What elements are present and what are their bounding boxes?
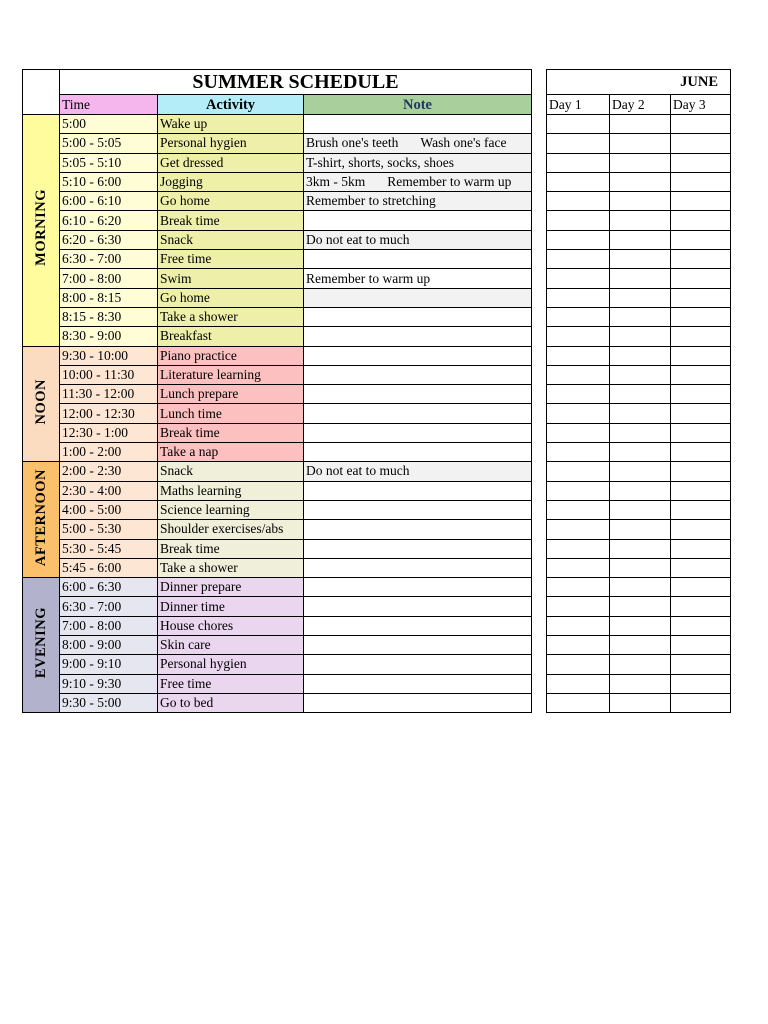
time-cell[interactable]: 2:30 - 4:00 xyxy=(60,481,158,500)
tracker-row xyxy=(547,655,731,674)
day-header-row xyxy=(547,95,731,115)
time-cell[interactable]: 1:00 - 2:00 xyxy=(60,443,158,462)
activity-cell[interactable]: Free time xyxy=(158,250,304,269)
activity-cell[interactable]: Take a nap xyxy=(158,443,304,462)
tracker-row xyxy=(547,539,731,558)
time-cell[interactable]: 9:00 - 9:10 xyxy=(60,655,158,674)
tracker-cell-day-3[interactable] xyxy=(671,636,731,655)
time-cell[interactable]: 6:00 - 6:10 xyxy=(60,192,158,211)
time-cell[interactable]: 8:15 - 8:30 xyxy=(60,307,158,326)
tracker-cell-day-3[interactable] xyxy=(671,365,731,384)
schedule-row xyxy=(23,443,532,462)
activity-header: Activity xyxy=(158,95,304,115)
tracker-cell-day-2[interactable] xyxy=(610,346,671,365)
tracker-row xyxy=(547,423,731,442)
tracker-cell-day-1[interactable] xyxy=(547,655,610,674)
activity-cell[interactable]: Free time xyxy=(158,674,304,693)
tracker-cell-day-1[interactable] xyxy=(547,520,610,539)
tracker-row xyxy=(547,443,731,462)
note-cell[interactable] xyxy=(304,655,532,674)
activity-cell[interactable]: Maths learning xyxy=(158,481,304,500)
schedule-row xyxy=(23,385,532,404)
note-cell[interactable]: Remember to warm up xyxy=(304,269,532,288)
schedule-row xyxy=(23,597,532,616)
note-cell[interactable] xyxy=(304,346,532,365)
tracker-cell-day-1[interactable] xyxy=(547,134,610,153)
note-cell[interactable] xyxy=(304,288,532,307)
tracker-cell-day-2[interactable] xyxy=(610,115,671,134)
tracker-cell-day-1[interactable] xyxy=(547,693,610,712)
schedule-row xyxy=(23,500,532,519)
tracker-cell-day-1[interactable] xyxy=(547,616,610,635)
tracker-cell-day-2[interactable] xyxy=(610,597,671,616)
tracker-cell-day-2[interactable] xyxy=(610,211,671,230)
activity-cell[interactable]: Literature learning xyxy=(158,365,304,384)
tracker-row xyxy=(547,481,731,500)
schedule-row xyxy=(23,115,532,134)
month-row xyxy=(547,70,731,95)
period-label-evening xyxy=(23,578,60,713)
tracker-cell-day-2[interactable] xyxy=(610,230,671,249)
schedule-row xyxy=(23,616,532,635)
tracker-cell-day-1[interactable] xyxy=(547,443,610,462)
period-label-noon xyxy=(23,346,60,462)
tracker-cell-day-1[interactable] xyxy=(547,269,610,288)
tracker-cell-day-3[interactable] xyxy=(671,134,731,153)
time-cell[interactable]: 9:10 - 9:30 xyxy=(60,674,158,693)
note-cell[interactable] xyxy=(304,539,532,558)
tracker-cell-day-1[interactable] xyxy=(547,365,610,384)
june-tracker-table xyxy=(546,69,731,713)
tracker-row xyxy=(547,153,731,172)
tracker-cell-day-2[interactable] xyxy=(610,616,671,635)
time-cell[interactable]: 10:00 - 11:30 xyxy=(60,365,158,384)
tracker-cell-day-1[interactable] xyxy=(547,636,610,655)
note-cell[interactable]: Do not eat to much xyxy=(304,230,532,249)
tracker-cell-day-2[interactable] xyxy=(610,558,671,577)
time-cell[interactable]: 8:00 - 8:15 xyxy=(60,288,158,307)
schedule-row xyxy=(23,423,532,442)
tracker-cell-day-1[interactable] xyxy=(547,578,610,597)
tracker-cell-day-3[interactable] xyxy=(671,288,731,307)
tracker-cell-day-1[interactable] xyxy=(547,250,610,269)
activity-cell[interactable]: Breakfast xyxy=(158,327,304,346)
tracker-cell-day-2[interactable] xyxy=(610,385,671,404)
schedule-row xyxy=(23,230,532,249)
tracker-row xyxy=(547,500,731,519)
note-part: Brush one's teeth xyxy=(306,135,399,151)
month-label: JUNE xyxy=(547,70,731,95)
tracker-cell-day-1[interactable] xyxy=(547,558,610,577)
activity-cell[interactable]: Shoulder exercises/abs xyxy=(158,520,304,539)
time-cell[interactable]: 6:10 - 6:20 xyxy=(60,211,158,230)
note-cell[interactable] xyxy=(304,578,532,597)
schedule-table xyxy=(22,69,532,713)
schedule-row xyxy=(23,269,532,288)
schedule-title: SUMMER SCHEDULE xyxy=(60,70,532,95)
activity-cell[interactable]: Take a shower xyxy=(158,307,304,326)
tracker-cell-day-1[interactable] xyxy=(547,539,610,558)
tracker-cell-day-3[interactable] xyxy=(671,443,731,462)
tracker-cell-day-1[interactable] xyxy=(547,346,610,365)
schedule-row xyxy=(23,134,532,153)
tracker-cell-day-3[interactable] xyxy=(671,578,731,597)
note-cell[interactable] xyxy=(304,520,532,539)
activity-cell[interactable]: Skin care xyxy=(158,636,304,655)
schedule-row xyxy=(23,192,532,211)
tracker-cell-day-2[interactable] xyxy=(610,269,671,288)
schedule-row xyxy=(23,578,532,597)
note-part: Wash one's face xyxy=(420,135,507,151)
time-cell[interactable]: 12:30 - 1:00 xyxy=(60,423,158,442)
tracker-cell-day-2[interactable] xyxy=(610,443,671,462)
schedule-row xyxy=(23,288,532,307)
period-label-text: EVENING xyxy=(33,607,49,679)
tracker-row xyxy=(547,365,731,384)
note-cell[interactable] xyxy=(304,250,532,269)
tracker-row xyxy=(547,636,731,655)
schedule-row xyxy=(23,539,532,558)
tracker-row xyxy=(547,250,731,269)
tracker-cell-day-3[interactable] xyxy=(671,307,731,326)
note-cell[interactable] xyxy=(304,211,532,230)
tracker-row xyxy=(547,172,731,191)
time-cell[interactable]: 2:00 - 2:30 xyxy=(60,462,158,481)
activity-cell[interactable]: Lunch time xyxy=(158,404,304,423)
activity-cell[interactable]: Take a shower xyxy=(158,558,304,577)
tracker-cell-day-2[interactable] xyxy=(610,578,671,597)
tracker-row xyxy=(547,307,731,326)
activity-cell[interactable]: Dinner prepare xyxy=(158,578,304,597)
tracker-cell-day-1[interactable] xyxy=(547,674,610,693)
note-cell[interactable] xyxy=(304,597,532,616)
tracker-row xyxy=(547,404,731,423)
note-parts xyxy=(306,134,506,152)
note-cell[interactable] xyxy=(304,674,532,693)
note-cell[interactable] xyxy=(304,134,532,153)
activity-cell[interactable]: Get dressed xyxy=(158,153,304,172)
schedule-row xyxy=(23,250,532,269)
note-cell[interactable] xyxy=(304,636,532,655)
time-cell[interactable]: 7:00 - 8:00 xyxy=(60,616,158,635)
tracker-cell-day-3[interactable] xyxy=(671,481,731,500)
time-cell[interactable]: 12:00 - 12:30 xyxy=(60,404,158,423)
schedule-row xyxy=(23,636,532,655)
tracker-cell-day-1[interactable] xyxy=(547,404,610,423)
day-2-header: Day 2 xyxy=(610,95,671,115)
time-cell[interactable]: 11:30 - 12:00 xyxy=(60,385,158,404)
tracker-cell-day-2[interactable] xyxy=(610,365,671,384)
period-label-afternoon xyxy=(23,462,60,578)
activity-cell[interactable]: Personal hygien xyxy=(158,655,304,674)
activity-cell[interactable]: Go home xyxy=(158,192,304,211)
tracker-cell-day-3[interactable] xyxy=(671,462,731,481)
tracker-cell-day-2[interactable] xyxy=(610,481,671,500)
activity-cell[interactable]: Wake up xyxy=(158,115,304,134)
tracker-row xyxy=(547,616,731,635)
tracker-row xyxy=(547,693,731,712)
tracker-cell-day-3[interactable] xyxy=(671,423,731,442)
tracker-cell-day-3[interactable] xyxy=(671,674,731,693)
activity-cell[interactable]: Break time xyxy=(158,539,304,558)
schedule-row xyxy=(23,674,532,693)
tracker-row xyxy=(547,211,731,230)
period-label-text: MORNING xyxy=(33,189,49,267)
time-cell[interactable]: 8:00 - 9:00 xyxy=(60,636,158,655)
note-cell[interactable] xyxy=(304,423,532,442)
activity-cell[interactable]: Break time xyxy=(158,423,304,442)
tracker-cell-day-2[interactable] xyxy=(610,693,671,712)
tracker-cell-day-3[interactable] xyxy=(671,404,731,423)
tracker-cell-day-3[interactable] xyxy=(671,346,731,365)
note-cell[interactable] xyxy=(304,443,532,462)
tracker-cell-day-3[interactable] xyxy=(671,520,731,539)
tracker-cell-day-3[interactable] xyxy=(671,172,731,191)
schedule-row xyxy=(23,307,532,326)
time-cell[interactable]: 5:10 - 6:00 xyxy=(60,172,158,191)
tracker-row xyxy=(547,269,731,288)
schedule-row xyxy=(23,365,532,384)
tracker-cell-day-3[interactable] xyxy=(671,115,731,134)
time-cell[interactable]: 5:00 - 5:30 xyxy=(60,520,158,539)
tracker-row xyxy=(547,462,731,481)
tracker-cell-day-2[interactable] xyxy=(610,307,671,326)
activity-cell[interactable]: Swim xyxy=(158,269,304,288)
time-cell[interactable]: 5:00 - 5:05 xyxy=(60,134,158,153)
tracker-cell-day-2[interactable] xyxy=(610,539,671,558)
time-header: Time xyxy=(60,95,158,115)
header-row xyxy=(23,95,532,115)
time-cell[interactable]: 4:00 - 5:00 xyxy=(60,500,158,519)
activity-cell[interactable]: Snack xyxy=(158,230,304,249)
tracker-row xyxy=(547,230,731,249)
activity-cell[interactable]: Science learning xyxy=(158,500,304,519)
day-1-header: Day 1 xyxy=(547,95,610,115)
tracker-row xyxy=(547,192,731,211)
schedule-row xyxy=(23,481,532,500)
note-cell[interactable] xyxy=(304,115,532,134)
schedule-row xyxy=(23,404,532,423)
tracker-cell-day-1[interactable] xyxy=(547,327,610,346)
activity-cell[interactable]: Lunch prepare xyxy=(158,385,304,404)
tracker-cell-day-1[interactable] xyxy=(547,288,610,307)
tracker-cell-day-3[interactable] xyxy=(671,655,731,674)
note-cell[interactable]: T-shirt, shorts, socks, shoes xyxy=(304,153,532,172)
note-parts xyxy=(306,173,511,191)
tracker-cell-day-1[interactable] xyxy=(547,153,610,172)
note-cell[interactable] xyxy=(304,558,532,577)
tracker-cell-day-2[interactable] xyxy=(610,500,671,519)
tracker-cell-day-2[interactable] xyxy=(610,636,671,655)
tracker-row xyxy=(547,327,731,346)
time-cell[interactable]: 5:05 - 5:10 xyxy=(60,153,158,172)
activity-cell[interactable]: Personal hygien xyxy=(158,134,304,153)
activity-cell[interactable]: Break time xyxy=(158,211,304,230)
tracker-cell-day-2[interactable] xyxy=(610,462,671,481)
tracker-row xyxy=(547,578,731,597)
tracker-cell-day-3[interactable] xyxy=(671,211,731,230)
tracker-cell-day-2[interactable] xyxy=(610,153,671,172)
tracker-cell-day-2[interactable] xyxy=(610,288,671,307)
note-cell[interactable] xyxy=(304,616,532,635)
time-cell[interactable]: 6:30 - 7:00 xyxy=(60,597,158,616)
time-cell[interactable]: 5:00 xyxy=(60,115,158,134)
tracker-cell-day-1[interactable] xyxy=(547,307,610,326)
tracker-cell-day-3[interactable] xyxy=(671,616,731,635)
activity-cell[interactable]: Dinner time xyxy=(158,597,304,616)
tracker-cell-day-3[interactable] xyxy=(671,230,731,249)
schedule-row xyxy=(23,655,532,674)
schedule-row xyxy=(23,520,532,539)
note-cell[interactable] xyxy=(304,404,532,423)
tracker-row xyxy=(547,385,731,404)
tracker-cell-day-2[interactable] xyxy=(610,423,671,442)
tracker-cell-day-2[interactable] xyxy=(610,172,671,191)
note-cell[interactable] xyxy=(304,327,532,346)
time-cell[interactable]: 8:30 - 9:00 xyxy=(60,327,158,346)
schedule-row xyxy=(23,346,532,365)
title-row xyxy=(23,70,532,95)
tracker-row xyxy=(547,674,731,693)
tracker-cell-day-3[interactable] xyxy=(671,250,731,269)
time-cell[interactable]: 6:30 - 7:00 xyxy=(60,250,158,269)
tracker-cell-day-2[interactable] xyxy=(610,520,671,539)
activity-cell[interactable]: Jogging xyxy=(158,172,304,191)
time-cell[interactable]: 6:20 - 6:30 xyxy=(60,230,158,249)
tracker-cell-day-3[interactable] xyxy=(671,500,731,519)
note-cell[interactable] xyxy=(304,385,532,404)
tracker-cell-day-2[interactable] xyxy=(610,327,671,346)
tracker-row xyxy=(547,597,731,616)
tracker-cell-day-1[interactable] xyxy=(547,192,610,211)
note-part: 3km - 5km xyxy=(306,174,366,190)
tracker-cell-day-1[interactable] xyxy=(547,462,610,481)
tracker-cell-day-1[interactable] xyxy=(547,230,610,249)
tracker-cell-day-2[interactable] xyxy=(610,404,671,423)
tracker-row xyxy=(547,134,731,153)
note-cell[interactable]: Remember to stretching xyxy=(304,192,532,211)
tracker-cell-day-2[interactable] xyxy=(610,655,671,674)
tracker-cell-day-3[interactable] xyxy=(671,539,731,558)
tracker-cell-day-1[interactable] xyxy=(547,597,610,616)
period-label-text: NOON xyxy=(33,378,49,425)
activity-cell[interactable]: Piano practice xyxy=(158,346,304,365)
tracker-row xyxy=(547,520,731,539)
period-label-morning xyxy=(23,115,60,347)
tracker-cell-day-1[interactable] xyxy=(547,423,610,442)
schedule-row xyxy=(23,693,532,712)
schedule-row xyxy=(23,172,532,191)
tracker-cell-day-2[interactable] xyxy=(610,134,671,153)
time-cell[interactable]: 9:30 - 5:00 xyxy=(60,693,158,712)
note-cell[interactable] xyxy=(304,693,532,712)
tracker-cell-day-3[interactable] xyxy=(671,693,731,712)
time-cell[interactable]: 5:45 - 6:00 xyxy=(60,558,158,577)
tracker-cell-day-1[interactable] xyxy=(547,211,610,230)
tracker-cell-day-2[interactable] xyxy=(610,250,671,269)
tracker-cell-day-1[interactable] xyxy=(547,500,610,519)
tracker-row xyxy=(547,346,731,365)
activity-cell[interactable]: House chores xyxy=(158,616,304,635)
tracker-cell-day-1[interactable] xyxy=(547,172,610,191)
time-cell[interactable]: 9:30 - 10:00 xyxy=(60,346,158,365)
schedule-row xyxy=(23,462,532,481)
schedule-row xyxy=(23,558,532,577)
tracker-cell-day-1[interactable] xyxy=(547,481,610,500)
schedule-row xyxy=(23,327,532,346)
note-cell[interactable] xyxy=(304,365,532,384)
tracker-row xyxy=(547,288,731,307)
tracker-cell-day-2[interactable] xyxy=(610,674,671,693)
tracker-cell-day-3[interactable] xyxy=(671,269,731,288)
tracker-row xyxy=(547,115,731,134)
activity-cell[interactable]: Snack xyxy=(158,462,304,481)
activity-cell[interactable]: Go to bed xyxy=(158,693,304,712)
time-cell[interactable]: 6:00 - 6:30 xyxy=(60,578,158,597)
note-cell[interactable] xyxy=(304,481,532,500)
tracker-cell-day-3[interactable] xyxy=(671,327,731,346)
tracker-cell-day-3[interactable] xyxy=(671,385,731,404)
note-cell[interactable] xyxy=(304,307,532,326)
time-cell[interactable]: 7:00 - 8:00 xyxy=(60,269,158,288)
note-cell[interactable]: Do not eat to much xyxy=(304,462,532,481)
tracker-cell-day-2[interactable] xyxy=(610,192,671,211)
schedule-row xyxy=(23,211,532,230)
activity-cell[interactable]: Go home xyxy=(158,288,304,307)
time-cell[interactable]: 5:30 - 5:45 xyxy=(60,539,158,558)
tracker-cell-day-3[interactable] xyxy=(671,597,731,616)
tracker-cell-day-3[interactable] xyxy=(671,153,731,172)
tracker-cell-day-1[interactable] xyxy=(547,115,610,134)
tracker-cell-day-3[interactable] xyxy=(671,558,731,577)
tracker-cell-day-3[interactable] xyxy=(671,192,731,211)
day-3-header: Day 3 xyxy=(671,95,731,115)
corner-cell xyxy=(23,70,60,115)
note-header: Note xyxy=(304,95,532,115)
tracker-row xyxy=(547,558,731,577)
note-cell[interactable] xyxy=(304,500,532,519)
period-label-text: AFTERNOON xyxy=(33,468,49,566)
note-cell[interactable] xyxy=(304,172,532,191)
note-part: Remember to warm up xyxy=(387,174,512,190)
tracker-cell-day-1[interactable] xyxy=(547,385,610,404)
schedule-row xyxy=(23,153,532,172)
